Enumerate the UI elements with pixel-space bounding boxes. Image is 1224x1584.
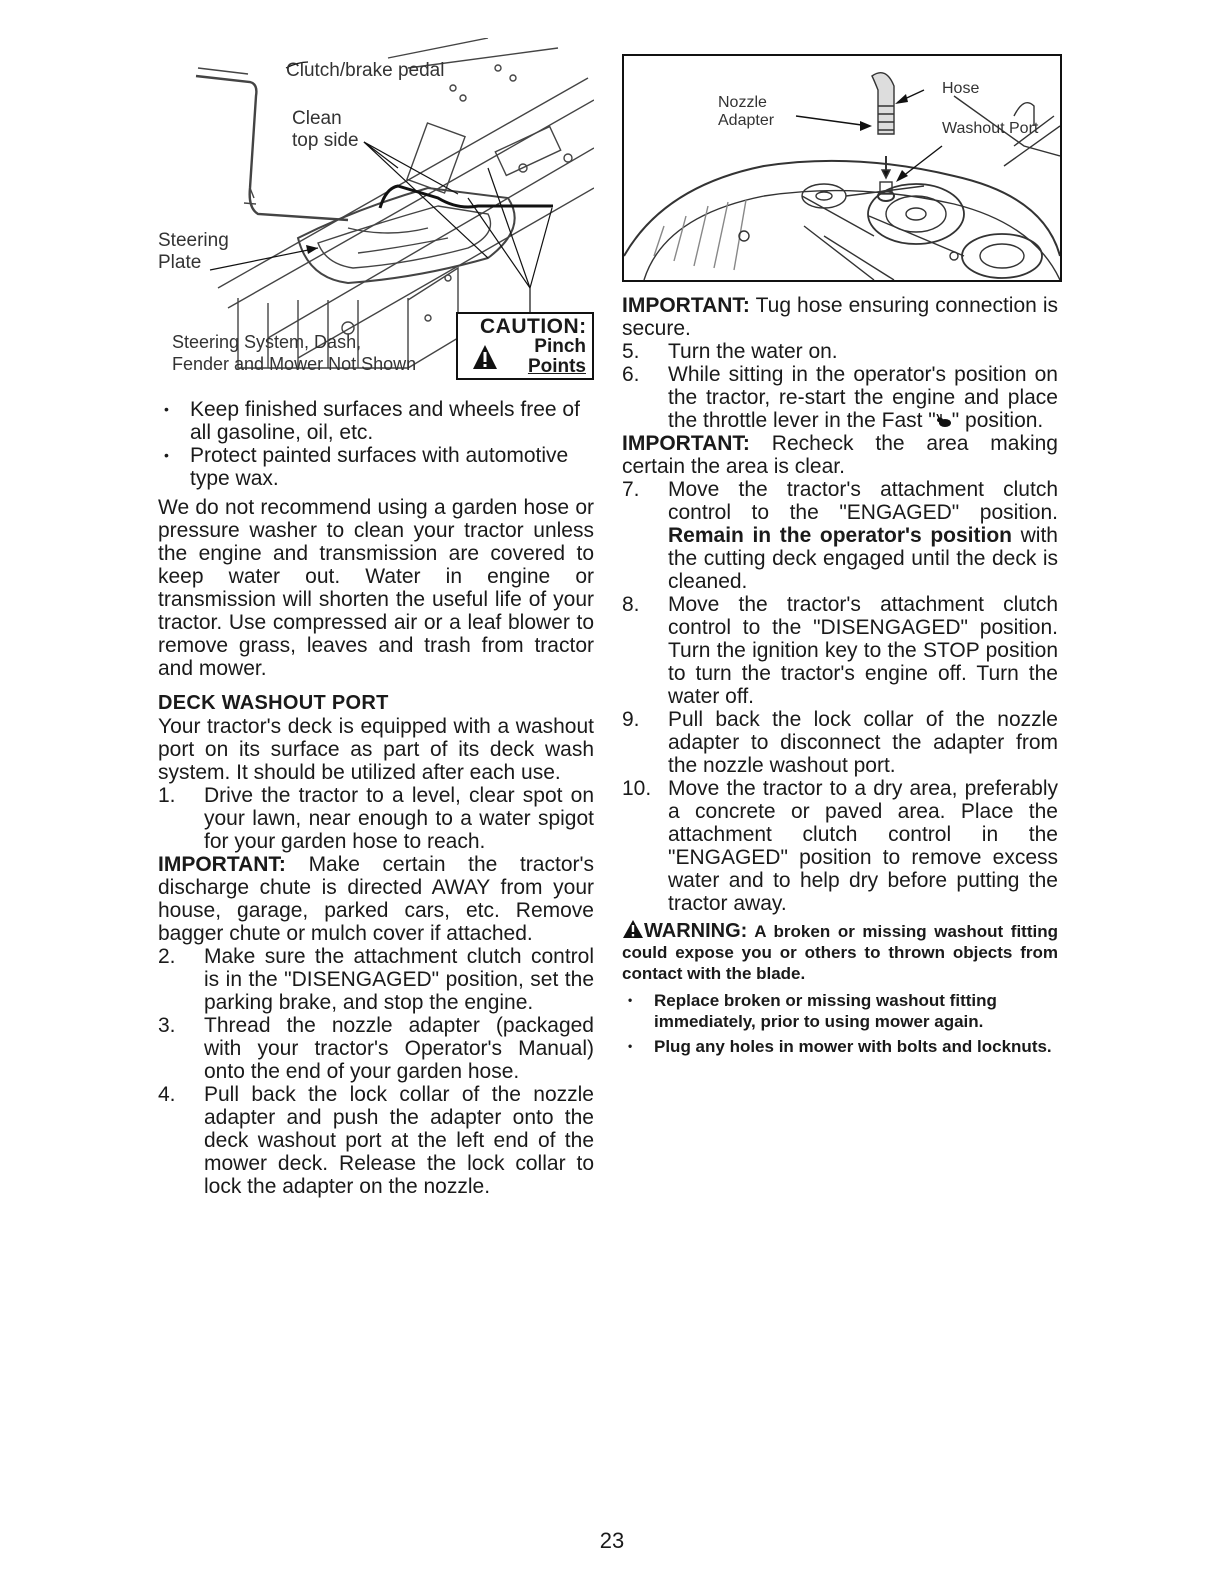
step-number: 9. — [622, 708, 640, 731]
warning-label: WARNING: — [644, 920, 748, 942]
left-column — [158, 398, 594, 1198]
paragraph-washout: Your tractor's deck is equipped with a washout port on its surface as part of its deck wash system. It should be utilized after each use. — [158, 715, 594, 784]
step-text: Pull back the lock collar of the nozzle adapter and push the adapter onto the deck washout port at the left end of the mower deck. Release the lock collar to lock the adapter on the nozzle. — [204, 1083, 594, 1198]
step-item — [158, 945, 594, 1014]
steering-plate-label-2: Plate — [158, 252, 202, 273]
step-text: Drive the tractor to a level, clear spot on your lawn, near enough to a water spigot for your garden hose to reach. — [204, 784, 594, 853]
step-text-end: " position. — [951, 409, 1044, 432]
rabbit-fast-icon — [936, 410, 952, 424]
nozzle-label-2: Adapter — [718, 112, 775, 129]
step-number: 7. — [622, 478, 640, 501]
paragraph-cleaning: We do not recommend using a garden hose or pressure washer to clean your tractor unless the engine and transmission are covered to keep water out. Water in engine or transmission will shorten the useful life of your tractor. Use compressed air or a leaf blower to remove grass, leaves and trash from tractor and mower. — [158, 496, 594, 680]
figure-note-2: Fender and Mower Not Shown — [172, 354, 417, 374]
step-number: 5. — [622, 340, 640, 363]
important-text: Make certain the tractor's discharge chute is directed AWAY from your house, garage, parked cars, etc. Remove bagger chute or mulch cover if attached. — [158, 853, 594, 945]
nozzle-label-1: Nozzle — [718, 94, 767, 111]
step-number: 4. — [158, 1083, 176, 1106]
step-number: 10. — [622, 777, 652, 800]
important-label: IMPORTANT: — [622, 432, 750, 455]
step-text: Make sure the attachment clutch control is in the "DISENGAGED" position, set the parking brake, and stop the engine. — [204, 945, 594, 1014]
important-note — [622, 294, 1058, 340]
step-text: Turn the water on. — [668, 340, 838, 363]
step-number: 8. — [622, 593, 640, 616]
figure-note-1: Steering System, Dash, — [172, 332, 362, 352]
step-item — [622, 363, 1058, 432]
step-text: Move the tractor to a dry area, preferably a concrete or paved area. Place the attachment clutch control in the "ENGAGED" position to remove excess water and to help dry before putting the tractor away. — [668, 777, 1058, 915]
step-item — [622, 708, 1058, 777]
warning-bullet: • Plug any holes in mower with bolts and locknuts. — [622, 1036, 1058, 1057]
warning-triangle-icon — [622, 919, 644, 939]
step-number: 1. — [158, 784, 176, 807]
important-label: IMPORTANT: — [158, 853, 286, 876]
important-note — [158, 853, 594, 945]
section-heading: DECK WASHOUT PORT — [158, 692, 389, 714]
warning-paragraph — [622, 919, 1058, 984]
important-text: Recheck the area making certain the area is clear. — [622, 432, 1058, 478]
step-item — [622, 478, 1058, 593]
hose-label: Hose — [942, 80, 980, 97]
page-number: 23 — [599, 1528, 625, 1553]
step-text: Thread the nozzle adapter (packaged with your tractor's Operator's Manual) onto the end of your garden hose. — [204, 1014, 594, 1083]
step-item — [622, 777, 1058, 915]
steering-plate-label-1: Steering — [158, 230, 229, 251]
step-number: 3. — [158, 1014, 176, 1037]
clean-top-label-1: Clean — [292, 108, 342, 129]
step-text-end: with the cutting deck engaged until the deck is cleaned. — [668, 524, 1058, 593]
caution-title: CAUTION: — [480, 315, 587, 338]
step-text: Pull back the lock collar of the nozzle adapter to disconnect the adapter from the nozzle washout port. — [668, 708, 1058, 777]
step-text: Move the tractor's attachment clutch control to the "ENGAGED" position. — [668, 478, 1058, 524]
warning-text: A broken or missing washout fitting could expose you or others to thrown objects from contact with the blade. — [622, 922, 1058, 983]
deck-washout-figure — [622, 54, 1062, 282]
steering-plate-figure — [158, 38, 594, 384]
step-number: 6. — [622, 363, 640, 386]
caution-pinch-points-box — [456, 312, 594, 380]
clean-top-label-2: top side — [292, 130, 359, 151]
step-item — [622, 340, 1058, 363]
important-text: Tug hose ensuring connection is secure. — [622, 294, 1058, 340]
warning-bullet: • Replace broken or missing washout fitting immediately, prior to using mower again. — [622, 990, 1058, 1032]
step-text: Move the tractor's attachment clutch control to the "DISENGAGED" position. Turn the ignition key to the STOP position to turn the tractor's engine off. Turn the water off. — [668, 593, 1058, 708]
important-label: IMPORTANT: — [622, 294, 750, 317]
caution-line-3: Points — [527, 356, 586, 377]
bullet-item: • Protect painted surfaces with automotive type wax. — [158, 444, 594, 490]
bullet-item: • Keep finished surfaces and wheels free of all gasoline, oil, etc. — [158, 398, 594, 444]
warning-block — [622, 919, 1058, 1057]
step-item — [622, 593, 1058, 708]
step-item — [158, 1083, 594, 1198]
mower-deck-illustration — [624, 56, 1060, 280]
washout-port-label: Washout Port — [942, 120, 1039, 137]
step-item — [158, 1014, 594, 1083]
step-text: While sitting in the operator's position on the tractor, re-start the engine and place the throttle lever in the Fast " — [668, 363, 1058, 432]
step-bold-text: Remain in the operator's position — [668, 524, 1012, 547]
clutch-brake-label: Clutch/brake pedal — [286, 60, 445, 81]
caution-line-2: Pinch — [534, 336, 586, 357]
step-item — [158, 784, 594, 853]
right-column — [622, 294, 1058, 1057]
step-number: 2. — [158, 945, 176, 968]
important-note — [622, 432, 1058, 478]
